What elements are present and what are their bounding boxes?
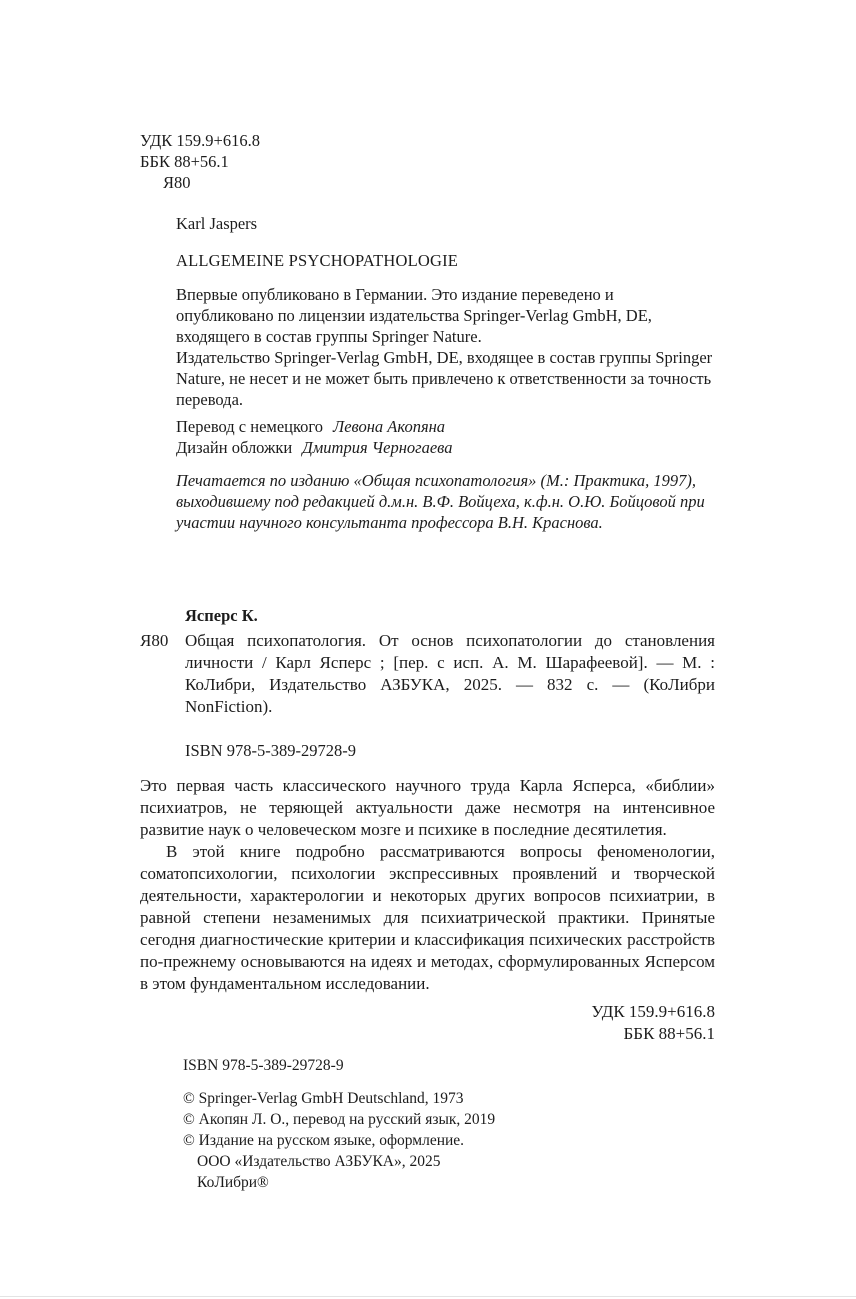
copyright-line-russian-edition: © Издание на русском языке, оформление. xyxy=(183,1132,465,1149)
original-edition-block xyxy=(176,213,715,533)
bbk-code-top: ББК 88+56.1 xyxy=(140,152,229,171)
annotation-block xyxy=(140,775,715,995)
catalog-entry xyxy=(140,630,715,718)
udk-code-top: УДК 159.9+616.8 xyxy=(140,131,260,150)
credit-cover-label: Дизайн обложки xyxy=(176,438,293,457)
copyright-line-springer: © Springer-Verlag GmbH Deutschland, 1973 xyxy=(183,1090,464,1107)
catalog-description: Общая психопатология. От основ психопатологии до становления личности / Карл Ясперс ; [пер. с исп. А. М. Шарафеевой]. — М. : КоЛибри, Издательство АЗБУКА, 2025. — 832 с. — (КоЛибри NonFiction). xyxy=(185,631,715,716)
credit-translation-name: Левона Акопяна xyxy=(333,417,446,436)
udk-code-bottom: УДК 159.9+616.8 xyxy=(591,1002,715,1021)
catalog-author-heading: Ясперс К. xyxy=(185,606,258,625)
catalog-author-mark: Я80 xyxy=(140,631,169,650)
bottom-codes-block xyxy=(140,1001,715,1045)
catalog-record xyxy=(140,605,715,761)
original-author: Karl Jaspers xyxy=(176,214,258,233)
publisher-imprint: КоЛибри® xyxy=(197,1174,269,1191)
credit-cover-design xyxy=(176,437,715,458)
publisher-line: ООО «Издательство АЗБУКА», 2025 xyxy=(197,1153,441,1170)
credit-translation-label: Перевод с немецкого xyxy=(176,417,324,436)
bbk-code-bottom: ББК 88+56.1 xyxy=(623,1024,715,1043)
copyright-block xyxy=(183,1088,715,1193)
credit-translation xyxy=(176,416,715,437)
edition-note: Печатается по изданию «Общая психопатология» (М.: Практика, 1997), выходившему под редакцией д.м.н. В.Ф. Войцеха, к.ф.н. О.Ю. Бойцовой при участии научного консультанта профессора В.Н. Краснова. xyxy=(176,471,705,532)
isbn-bottom: ISBN 978-5-389-29728-9 xyxy=(183,1057,344,1074)
credits-block xyxy=(176,416,715,458)
isbn-catalog: ISBN 978-5-389-29728-9 xyxy=(185,741,356,760)
page-edge-line xyxy=(0,1296,856,1297)
top-codes-block xyxy=(140,130,715,193)
credit-cover-name: Дмитрия Черногаева xyxy=(302,438,453,457)
author-mark-top: Я80 xyxy=(163,173,191,192)
license-paragraph-2: Издательство Springer-Verlag GmbH, DE, входящее в состав группы Springer Nature, не несет и не может быть привлечено к ответственности за точность перевода. xyxy=(176,348,713,409)
original-title: ALLGEMEINE PSYCHOPATHOLOGIE xyxy=(176,251,459,270)
annotation-paragraph-1: Это первая часть классического научного труда Карла Ясперса, «библии» психиатров, не теряющей актуальности даже несмотря на интенсивное развитие наук о человеческом мозге и психике в последние десятилетия. xyxy=(140,776,715,839)
license-note xyxy=(176,284,715,410)
license-paragraph-1: Впервые опубликовано в Германии. Это издание переведено и опубликовано по лицензии издательства Springer-Verlag GmbH, DE, входящего в состав группы Springer Nature. xyxy=(176,285,652,346)
annotation-paragraph-2: В этой книге подробно рассматриваются вопросы феноменологии, соматопсихологии, психологии экспрессивных проявлений и творческой деятельности, характерологии и некоторых других вопросов психиатрии, в равной степени незаменимых для психиатрической практики. Принятые сегодня диагностические критерии и классификация психических расстройств по-прежнему основываются на идеях и методах, сформулированных Ясперсом в этом фундаментальном исследовании. xyxy=(140,842,715,993)
copyright-line-translation: © Акопян Л. О., перевод на русский язык, 2019 xyxy=(183,1111,496,1128)
